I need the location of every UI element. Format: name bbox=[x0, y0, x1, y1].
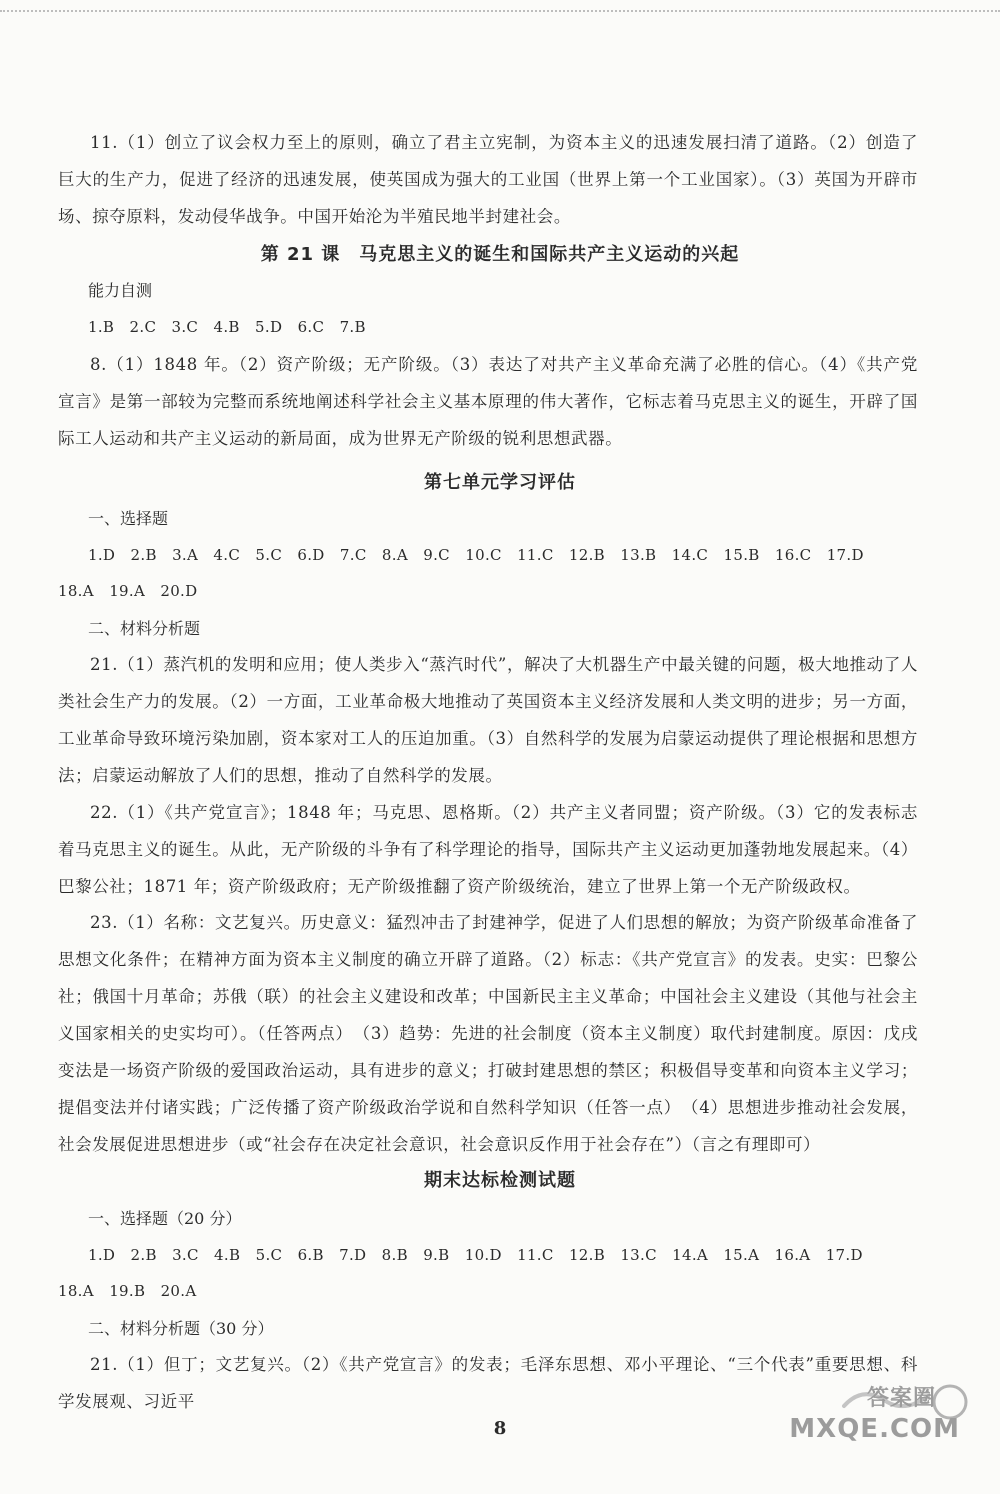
lesson-21-choice-answers: 1.B 2.C 3.C 4.B 5.D 6.C 7.B bbox=[88, 318, 366, 336]
final-section-material: 二、材料分析题（30 分） bbox=[88, 1319, 274, 1338]
final-answer-21: 21.（1）但丁；文艺复兴。（2）《共产党宣言》的发表；毛泽东思想、邓小平理论、“三个代表”重要思想、科学发展观、习近平 bbox=[58, 1355, 918, 1411]
top-dotted-rule bbox=[0, 10, 1000, 12]
unit-7-section-material: 二、材料分析题 bbox=[88, 619, 201, 638]
unit-7-choice-answers-row2: 18.A 19.A 20.D bbox=[58, 582, 198, 600]
answer-paragraph-11: 11.（1）创立了议会权力至上的原则，确立了君主立宪制，为资本主义的迅速发展扫清了道路。（2）创造了巨大的生产力，促进了经济的迅速发展，使英国成为强大的工业国（世界上第一个工业国家）。（3）英国为开辟市场、掠夺原料，发动侵华战争。中国开始沦为半殖民地半封建社会。 bbox=[58, 133, 918, 226]
lesson-21-heading: 第 21 课 马克思主义的诞生和国际共产主义运动的兴起 bbox=[260, 244, 740, 265]
unit-7-answer-21: 21.（1）蒸汽机的发明和应用；使人类步入“蒸汽时代”，解决了大机器生产中最关键的问题，极大地推动了人类社会生产力的发展。（2）一方面，工业革命极大地推动了英国资本主义经济发展和人类文明的进步；另一方面，工业革命导致环境污染加剧，资本家对工人的压迫加重。（3）自然科学的发展为启蒙运动提供了理论根据和思想方法；启蒙运动解放了人们的思想，推动了自然科学的发展。 bbox=[58, 655, 918, 785]
final-test-heading: 期末达标检测试题 bbox=[424, 1170, 576, 1191]
watermark-cn-text: 答案圈 bbox=[866, 1386, 936, 1411]
final-section-choice: 一、选择题（20 分） bbox=[88, 1209, 242, 1228]
watermark-site-text: MXQE.COM bbox=[789, 1414, 960, 1444]
unit-7-choice-answers-row1: 1.D 2.B 3.A 4.C 5.C 6.D 7.C 8.A 9.C 10.C 11.C 12.B 13.B 14.C 15.B 16.C 17.D bbox=[88, 546, 864, 564]
unit-7-section-choice: 一、选择题 bbox=[88, 509, 169, 528]
final-choice-answers-row1: 1.D 2.B 3.C 4.B 5.C 6.B 7.D 8.B 9.B 10.D 11.C 12.B 13.C 14.A 15.A 16.A 17.D bbox=[88, 1246, 863, 1264]
unit-7-heading: 第七单元学习评估 bbox=[424, 472, 576, 493]
page-number: 8 bbox=[493, 1418, 507, 1439]
lesson-21-subheading: 能力自测 bbox=[88, 281, 153, 300]
final-choice-answers-row2: 18.A 19.B 20.A bbox=[58, 1282, 197, 1300]
watermark-logo bbox=[789, 1378, 982, 1454]
unit-7-answer-22: 22.（1）《共产党宣言》；1848 年；马克思、恩格斯。（2）共产主义者同盟；资产阶级。（3）它的发表标志着马克思主义的诞生。从此，无产阶级的斗争有了科学理论的指导，国际共产主义运动更加蓬勃地发展起来。（4）巴黎公社；1871 年；资产阶级政府；无产阶级推翻了资产阶级统治，建立了世界上第一个无产阶级政权。 bbox=[58, 803, 918, 896]
lesson-21-answer-8: 8.（1）1848 年。（2）资产阶级；无产阶级。（3）表达了对共产主义革命充满了必胜的信心。（4）《共产党宣言》是第一部较为完整而系统地阐述科学社会主义基本原理的伟大著作，它标志着马克思主义的诞生，开辟了国际工人运动和共产主义运动的新局面，成为世界无产阶级的锐利思想武器。 bbox=[58, 355, 918, 448]
unit-7-answer-23: 23.（1）名称：文艺复兴。历史意义：猛烈冲击了封建神学，促进了人们思想的解放；为资产阶级革命准备了思想文化条件；在精神方面为资本主义制度的确立开辟了道路。（2）标志：《共产党宣言》的发表。史实：巴黎公社；俄国十月革命；苏俄（联）的社会主义建设和改革；中国新民主主义革命；中国社会主义建设（其他与社会主义国家相关的史实均可）。（任答两点） （3）趋势：先进的社会制度（资本主义制度）取代封建制度。原因：戊戌变法是一场资产阶级的爱国政治运动，具有进步的意义；打破封建思想的禁区；积极倡导变革和向资本主义学习；提倡变法并付诸实践；广泛传播了资产阶级政治学说和自然科学知识（任答一点） （4）思想进步推动社会发展，社会发展促进思想进步（或“社会存在决定社会意识，社会意识反作用于社会存在”）（言之有理即可） bbox=[58, 913, 918, 1154]
